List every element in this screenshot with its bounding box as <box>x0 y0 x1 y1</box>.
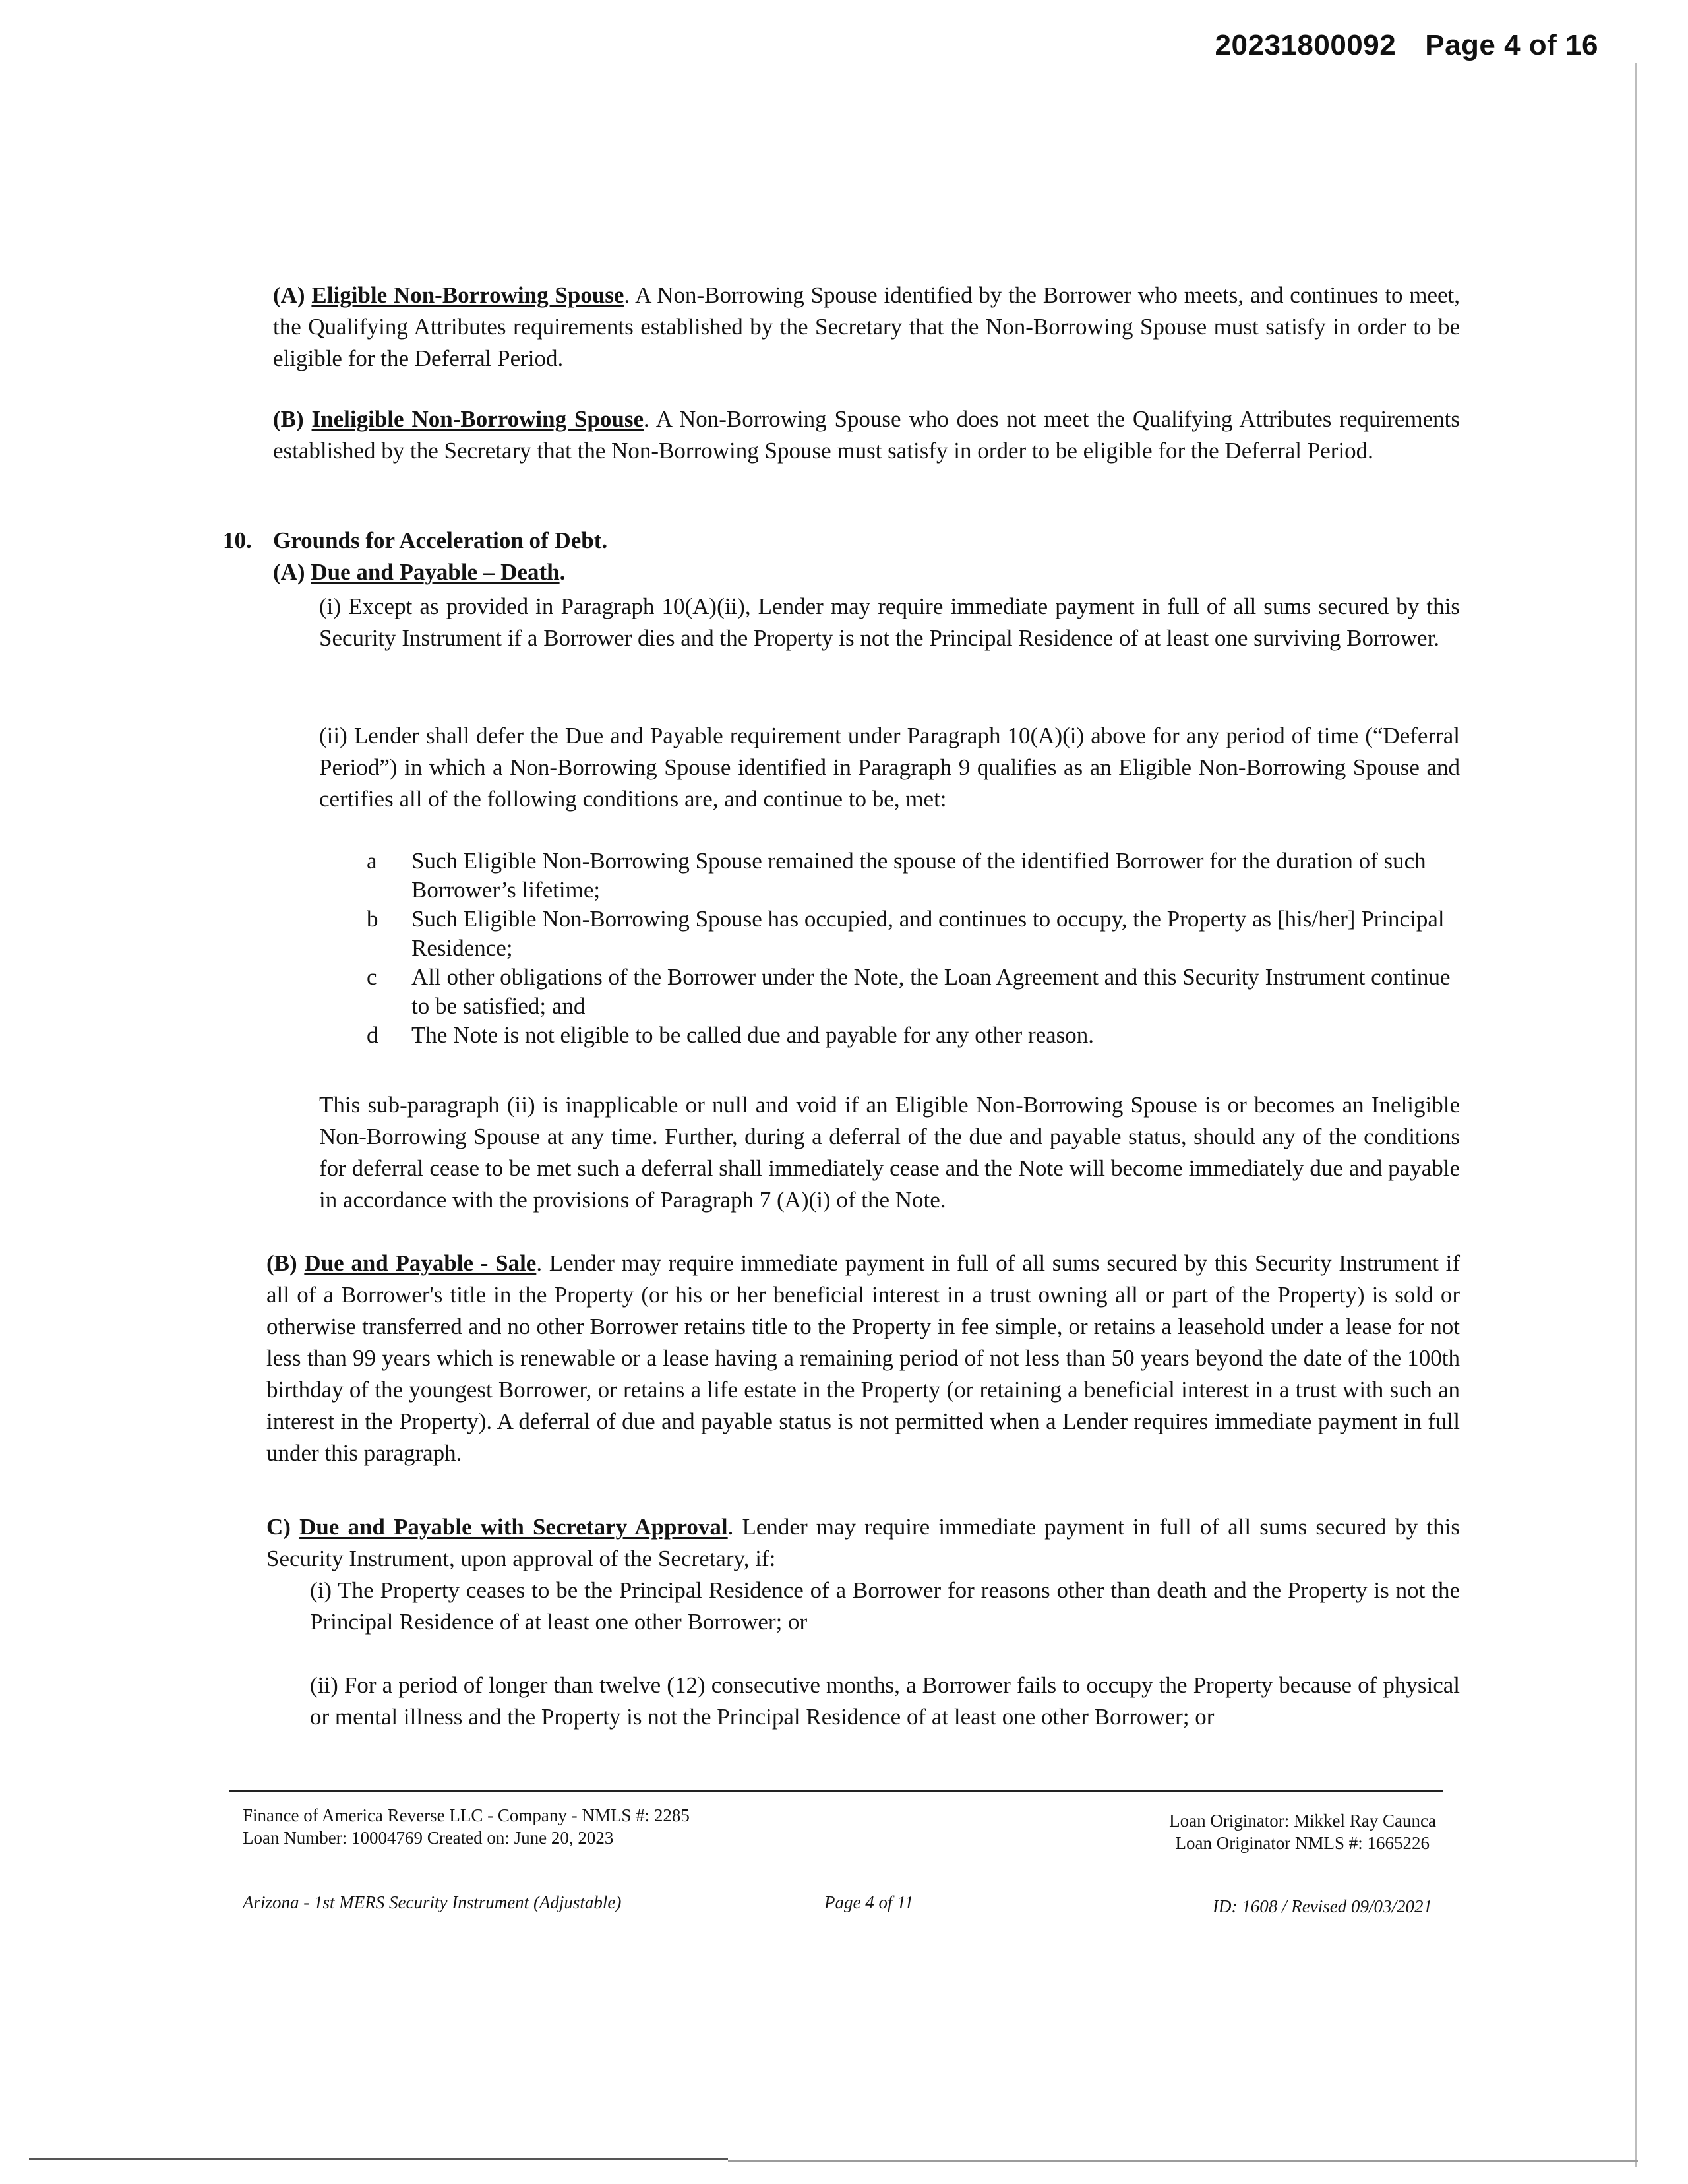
scan-edge-bottom-faint <box>728 2160 1638 2162</box>
ineligible-title: Ineligible Non-Borrowing Spouse <box>311 406 644 432</box>
condition-text: Such Eligible Non-Borrowing Spouse remained the spouse of the identified Borrower for the duration of such Borrower’s lifetime; <box>411 848 1426 903</box>
condition-item <box>367 963 1455 1021</box>
sale-lead: (B) <box>266 1250 297 1276</box>
secretary-lead: C) <box>266 1514 291 1540</box>
sale-title: Due and Payable - Sale <box>304 1250 537 1276</box>
footer-page-number: Page 4 of 11 <box>824 1893 914 1912</box>
condition-text: The Note is not eligible to be called due and payable for any other reason. <box>411 1022 1095 1048</box>
sale-paragraph <box>266 1248 1460 1469</box>
death-title-end: . <box>559 559 566 585</box>
eligible-title: Eligible Non-Borrowing Spouse <box>311 282 624 308</box>
footer-originator-nmls: Loan Originator NMLS #: 1665226 <box>1175 1833 1430 1853</box>
footer-rule <box>229 1790 1443 1792</box>
recording-header <box>1215 29 1598 62</box>
ineligible-spouse-paragraph <box>273 404 1460 467</box>
condition-item <box>367 847 1455 905</box>
condition-item <box>367 905 1455 963</box>
footer-form-title: Arizona - 1st MERS Security Instrument (Adjustable) <box>243 1893 622 1912</box>
death-clause-i: (i) Except as provided in Paragraph 10(A)(ii), Lender may require immediate payment in full of all sums secured by this Security Instrument if a Borrower dies and the Property is not the Principal Residence of at least one surviving Borrower. <box>319 593 1460 651</box>
condition-text: Such Eligible Non-Borrowing Spouse has occupied, and continues to occupy, the Property as [his/her] Principal Residence; <box>411 906 1445 961</box>
condition-item <box>367 1021 1455 1050</box>
section-number: 10. <box>223 528 252 553</box>
record-number: 20231800092 <box>1215 29 1397 61</box>
secretary-text: . Lender may require immediate payment in full of all sums secured by this Security Instrument, upon approval of the Secretary, if: <box>266 1514 1460 1571</box>
ineligible-lead: (B) <box>273 406 304 432</box>
deferral-note: This sub-paragraph (ii) is inapplicable or null and void if an Eligible Non-Borrowing Spouse is or becomes an Ineligible Non-Borrowing Spouse at any time. Further, during a deferral of the due and payable status, should any of the conditions for deferral cease to be met such a deferral shall immediately cease and the Note will become immediately due and payable in accordance with the provisions of Paragraph 7 (A)(i) of the Note. <box>319 1092 1460 1213</box>
secretary-clause-ii: (ii) For a period of longer than twelve (12) consecutive months, a Borrower fails to occupy the Property because of physical or mental illness and the Property is not the Principal Residence of at least one other Borrower; or <box>310 1672 1460 1730</box>
eligible-lead: (A) <box>273 282 305 308</box>
condition-letter: b <box>367 906 378 932</box>
footer-originator: Loan Originator: Mikkel Ray Caunca <box>1169 1811 1436 1831</box>
condition-text: All other obligations of the Borrower under the Note, the Loan Agreement and this Security Instrument continue to be satisfied; and <box>411 964 1451 1019</box>
death-clause-ii: (ii) Lender shall defer the Due and Payable requirement under Paragraph 10(A)(i) above for any period of time (“Deferral Period”) in which a Non-Borrowing Spouse identified in Paragraph 9 qualifies as an Eligible Non-Borrowing Spouse and certifies all of the following conditions are, and continue to be, met: <box>319 723 1460 812</box>
death-title: Due and Payable – Death <box>311 559 560 585</box>
scan-edge-bottom <box>29 2158 728 2160</box>
footer-loan-number: Loan Number: 10004769 Created on: June 20, 2023 <box>243 1828 614 1848</box>
eligible-spouse-paragraph <box>273 280 1460 375</box>
page-label: Page 4 of 16 <box>1425 29 1598 61</box>
eligible-text: . A Non-Borrowing Spouse identified by the Borrower who meets, and continues to meet, the Qualifying Attributes requirements established by the Secretary that the Non-Borrowing Spouse must satisfy in order to be eligible for the Deferral Period. <box>273 282 1461 371</box>
scan-edge-right <box>1635 63 1637 2167</box>
condition-letter: d <box>367 1022 378 1048</box>
sale-text: . Lender may require immediate payment in full of all sums secured by this Security Instrument if all of a Borrower's title in the Property (or his or her beneficial interest in a trust owning all or part of the Property) is sold or otherwise transferred and no other Borrower retains title to the Property in fee simple, or retains a leasehold under a lease for not less than 99 years which is renewable or a lease having a remaining period of not less than 50 years beyond the date of the 100th birthday of the youngest Borrower, or retains a life estate in the Property (or retaining a beneficial interest in a trust with such an interest in the Property). A deferral of due and payable status is not permitted when a Lender requires immediate payment in full under this paragraph. <box>266 1250 1460 1466</box>
footer-form-id: ID: 1608 / Revised 09/03/2021 <box>1213 1896 1432 1916</box>
footer-company: Finance of America Reverse LLC - Company - NMLS #: 2285 <box>243 1805 690 1825</box>
ineligible-text: . A Non-Borrowing Spouse who does not meet the Qualifying Attributes requirements established by the Secretary that the Non-Borrowing Spouse must satisfy in order to be eligible for the Deferral Period. <box>273 406 1461 464</box>
death-lead: (A) <box>273 559 305 585</box>
secretary-title: Due and Payable with Secretary Approval <box>299 1514 728 1540</box>
condition-letter: a <box>367 848 377 874</box>
secretary-paragraph <box>266 1511 1460 1575</box>
section-heading: Grounds for Acceleration of Debt. <box>273 528 608 553</box>
secretary-clause-i: (i) The Property ceases to be the Principal Residence of a Borrower for reasons other than death and the Property is not the Principal Residence of at least one other Borrower; or <box>310 1577 1460 1635</box>
death-heading <box>273 557 565 588</box>
condition-letter: c <box>367 964 377 990</box>
